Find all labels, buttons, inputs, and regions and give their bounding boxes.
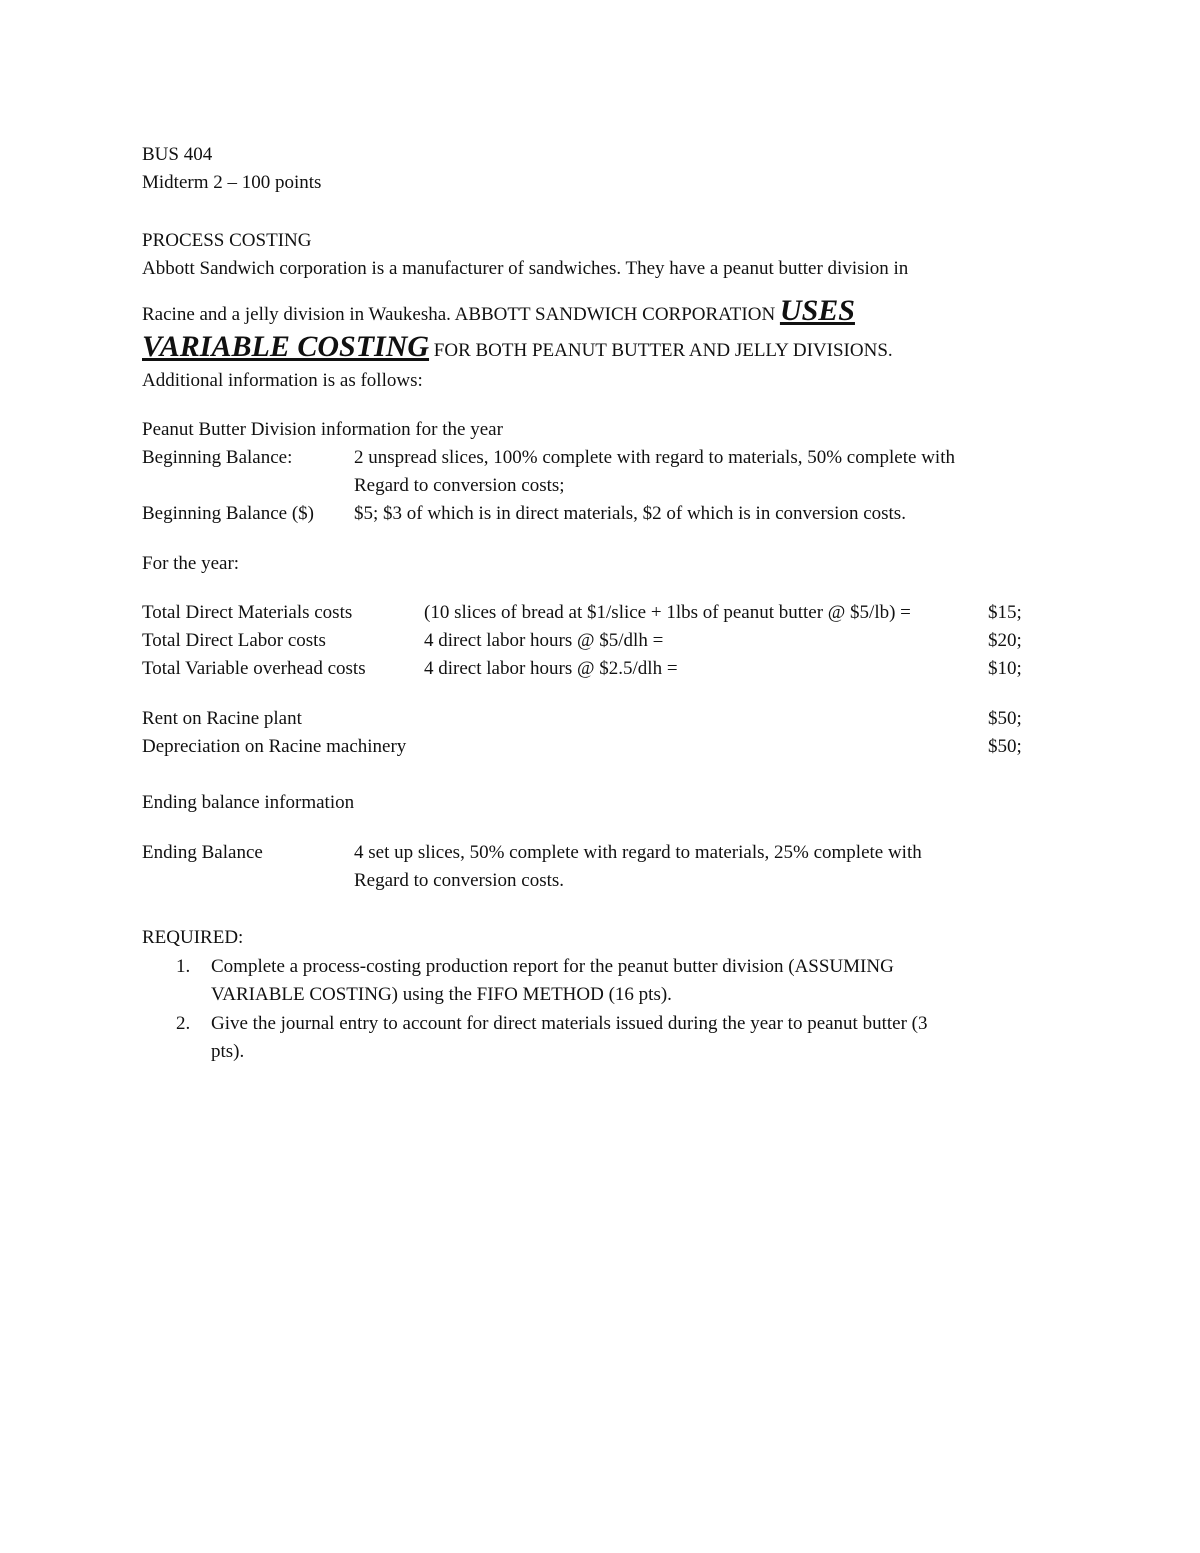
ending-heading: Ending balance information — [142, 792, 355, 813]
intro-line-3 — [142, 330, 893, 368]
intro-line-2-text: Racine and a jelly division in Waukesha. ABBOTT SANDWICH CORPORATION — [142, 304, 780, 325]
exam-title: Midterm 2 – 100 points — [142, 172, 322, 193]
required-heading: REQUIRED: — [142, 927, 244, 948]
cost-label-direct-labor: Total Direct Labor costs — [142, 630, 326, 651]
cost-detail-direct-labor: 4 direct labor hours @ $5/dlh = — [424, 630, 664, 651]
beginning-balance-label: Beginning Balance: — [142, 447, 293, 468]
beginning-balance-line-2: Regard to conversion costs; — [354, 475, 565, 496]
intro-line-1: Abbott Sandwich corporation is a manufacturer of sandwiches. They have a peanut butter division in — [142, 258, 909, 279]
beginning-balance-dollars-value: $5; $3 of which is in direct materials, $2 of which is in conversion costs. — [354, 503, 906, 524]
ending-balance-line-2: Regard to conversion costs. — [354, 870, 565, 891]
required-item-2-line-1: Give the journal entry to account for direct materials issued during the year to peanut butter (3 — [211, 1013, 928, 1034]
fixed-label-rent: Rent on Racine plant — [142, 708, 302, 729]
cost-amount-variable-overhead: $10; — [988, 658, 1022, 679]
required-item-2-line-2: pts). — [211, 1041, 245, 1062]
required-item-1-number: 1. — [176, 956, 191, 977]
intro-line-3-text: FOR BOTH PEANUT BUTTER AND JELLY DIVISIONS. — [429, 340, 893, 361]
ending-balance-line-1: 4 set up slices, 50% complete with regard to materials, 25% complete with — [354, 842, 922, 863]
cost-detail-direct-materials: (10 slices of bread at $1/slice + 1lbs of peanut butter @ $5/lb) = — [424, 602, 911, 623]
emphasis-variable-costing: VARIABLE COSTING — [142, 330, 430, 363]
fixed-amount-depreciation: $50; — [988, 736, 1022, 757]
section-heading-process-costing: PROCESS COSTING — [142, 230, 312, 251]
cost-amount-direct-materials: $15; — [988, 602, 1022, 623]
cost-label-variable-overhead: Total Variable overhead costs — [142, 658, 366, 679]
ending-balance-label: Ending Balance — [142, 842, 263, 863]
required-item-1-line-1: Complete a process-costing production report for the peanut butter division (ASSUMING — [211, 956, 894, 977]
beginning-balance-line-1: 2 unspread slices, 100% complete with regard to materials, 50% complete with — [354, 447, 955, 468]
required-item-2-number: 2. — [176, 1013, 191, 1034]
intro-line-2 — [142, 294, 855, 330]
year-heading: For the year: — [142, 553, 240, 574]
division-info-heading: Peanut Butter Division information for the year — [142, 419, 503, 440]
course-title: BUS 404 — [142, 144, 213, 165]
intro-line-4: Additional information is as follows: — [142, 370, 423, 391]
beginning-balance-dollars-label: Beginning Balance ($) — [142, 503, 315, 524]
emphasis-uses: USES — [779, 294, 855, 327]
required-item-1-line-2: VARIABLE COSTING) using the FIFO METHOD (16 pts). — [211, 984, 672, 1005]
fixed-amount-rent: $50; — [988, 708, 1022, 729]
cost-label-direct-materials: Total Direct Materials costs — [142, 602, 353, 623]
fixed-label-depreciation: Depreciation on Racine machinery — [142, 736, 407, 757]
cost-detail-variable-overhead: 4 direct labor hours @ $2.5/dlh = — [424, 658, 678, 679]
cost-amount-direct-labor: $20; — [988, 630, 1022, 651]
